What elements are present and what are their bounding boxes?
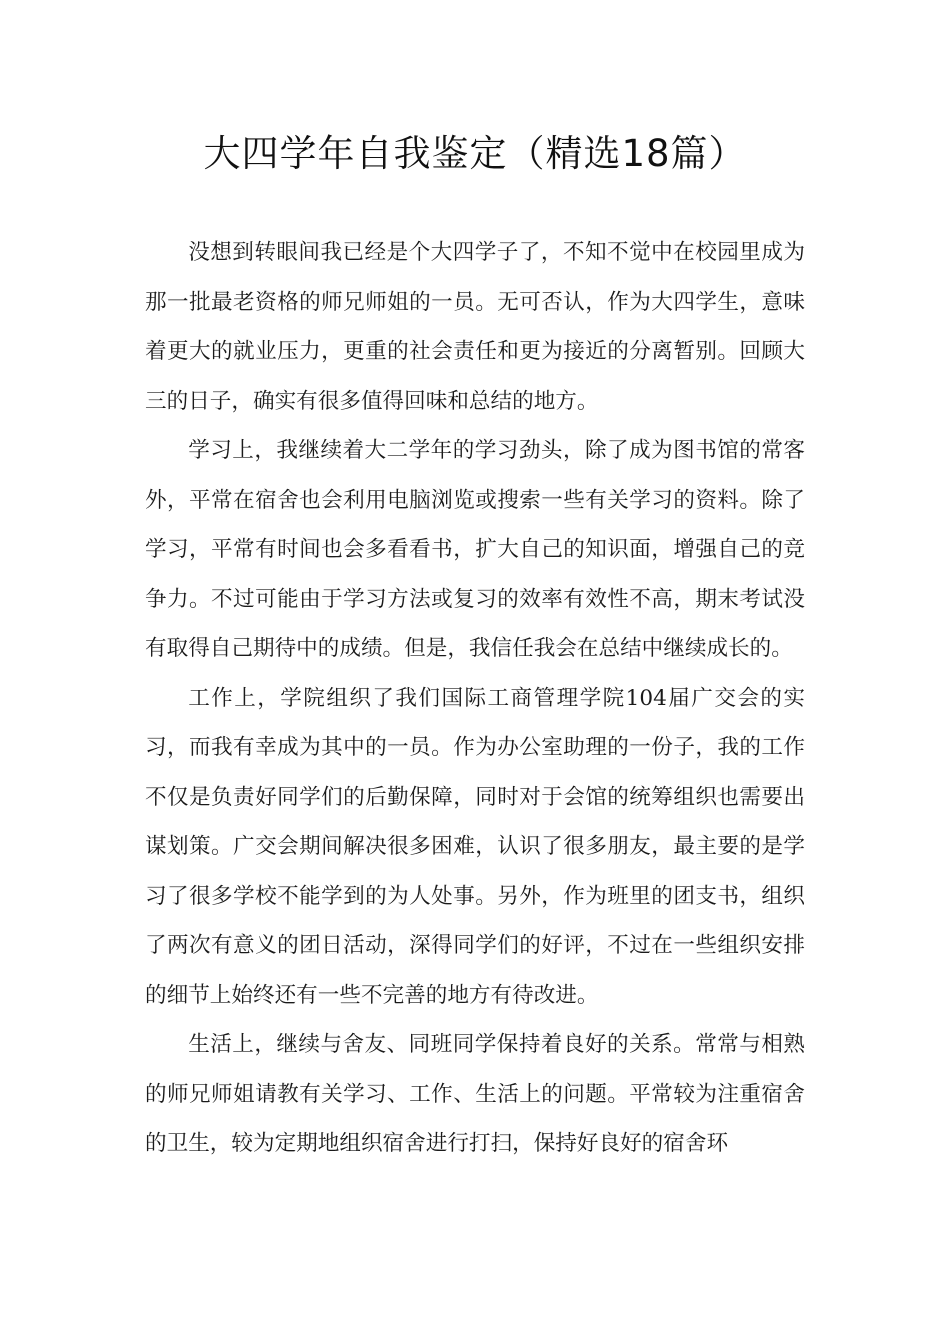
paragraph-life: 生活上，继续与舍友、同班同学保持着良好的关系。常常与相熟的师兄师姐请教有关学习、工作、生活上的问题。平常较为注重宿舍的卫生，较为定期地组织宿舍进行打扫，保持好良好的宿舍环: [145, 1032, 805, 1156]
paragraph-work: 工作上，学院组织了我们国际工商管理学院104届广交会的实习，而我有幸成为其中的一员。作为办公室助理的一份子，我的工作不仅是负责好同学们的后勤保障，同时对于会馆的统筹组织也需要出谋划策。广交会期间解决很多困难，认识了很多朋友，最主要的是学习了很多学校不能学到的为人处事。另外，作为班里的团支书，组织了两次有意义的团日活动，深得同学们的好评，不过在一些组织安排的细节上始终还有一些不完善的地方有待改进。: [145, 685, 805, 1008]
document-body: [145, 228, 805, 1169]
document-title: 大四学年自我鉴定（精选18篇）: [203, 132, 747, 175]
paragraph-study: 学习上，我继续着大二学年的学习劲头，除了成为图书馆的常客外，平常在宿舍也会利用电脑浏览或搜索一些有关学习的资料。除了学习，平常有时间也会多看看书，扩大自己的知识面，增强自己的竞争力。不过可能由于学习方法或复习的效率有效性不高，期末考试没有取得自己期待中的成绩。但是，我信任我会在总结中继续成长的。: [145, 438, 805, 661]
paragraph-intro: 没想到转眼间我已经是个大四学子了，不知不觉中在校园里成为那一批最老资格的师兄师姐的一员。无可否认，作为大四学生，意味着更大的就业压力，更重的社会责任和更为接近的分离暂别。回顾大三的日子，确实有很多值得回味和总结的地方。: [145, 240, 805, 414]
